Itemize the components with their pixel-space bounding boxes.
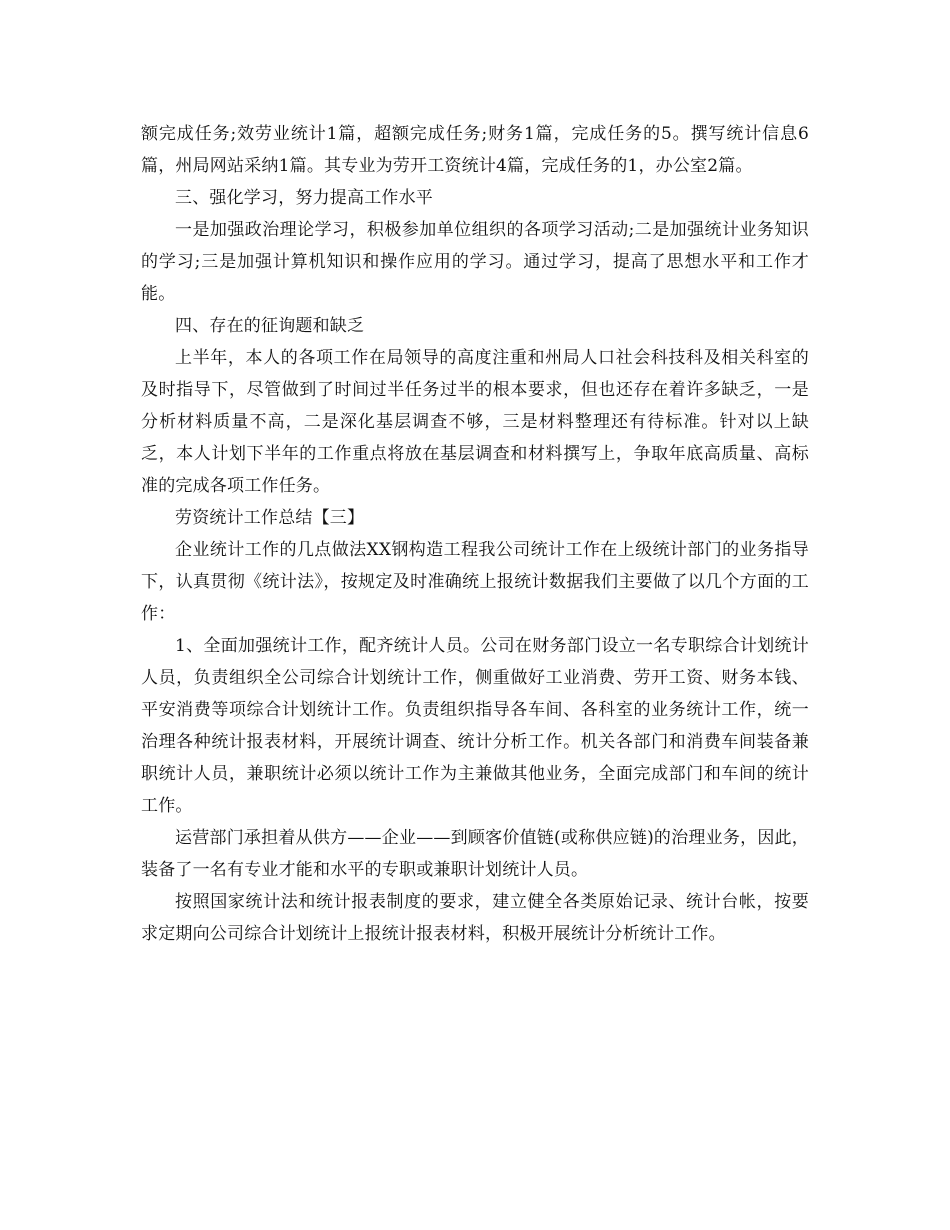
paragraph-continuation: 额完成任务;效劳业统计1篇，超额完成任务;财务1篇，完成任务的5。撰写统计信息6篇，州局网站采纳1篇。其专业为劳开工资统计4篇，完成任务的1，办公室2篇。: [141, 124, 809, 176]
section-heading-study: 三、强化学习，努力提高工作水平: [175, 188, 433, 208]
paragraph-operations: 运营部门承担着从供方——企业——到顾客价值链(或称供应链)的治理业务，因此，装备了一名有专业才能和水平的专职或兼职计划统计人员。: [141, 828, 809, 880]
document-body: [141, 118, 809, 950]
section-heading-problems: 四、存在的征询题和缺乏: [175, 316, 365, 336]
paragraph-intro: 企业统计工作的几点做法XX钢构造工程我公司统计工作在上级统计部门的业务指导下，认真贯彻《统计法》，按规定及时准确统上报统计数据我们主要做了以几个方面的工作：: [141, 540, 809, 624]
paragraph-problems: 上半年，本人的各项工作在局领导的高度注重和州局人口社会科技科及相关科室的及时指导下，尽管做到了时间过半任务过半的根本要求，但也还存在着许多缺乏，一是分析材料质量不高，二是深化基层调查不够，三是材料整理还有待标准。针对以上缺乏，本人计划下半年的工作重点将放在基层调查和材料撰写上，争取年底高质量、高标准的完成各项工作任务。: [141, 348, 809, 496]
paragraph-study: 一是加强政治理论学习，积极参加单位组织的各项学习活动;二是加强统计业务知识的学习;三是加强计算机知识和操作应用的学习。通过学习，提高了思想水平和工作才能。: [141, 220, 809, 304]
section-heading-summary-three: 劳资统计工作总结【三】: [175, 508, 365, 528]
paragraph-point-one: 1、全面加强统计工作，配齐统计人员。公司在财务部门设立一名专职综合计划统计人员，负责组织全公司综合计划统计工作，侧重做好工业消费、劳开工资、财务本钱、平安消费等项综合计划统计工作。负责组织指导各车间、各科室的业务统计工作，统一治理各种统计报表材料，开展统计调查、统计分析工作。机关各部门和消费车间装备兼职统计人员，兼职统计必须以统计工作为主兼做其他业务，全面完成部门和车间的统计工作。: [141, 636, 809, 816]
paragraph-records: 按照国家统计法和统计报表制度的要求，建立健全各类原始记录、统计台帐，按要求定期向公司综合计划统计上报统计报表材料，积极开展统计分析统计工作。: [141, 892, 809, 944]
